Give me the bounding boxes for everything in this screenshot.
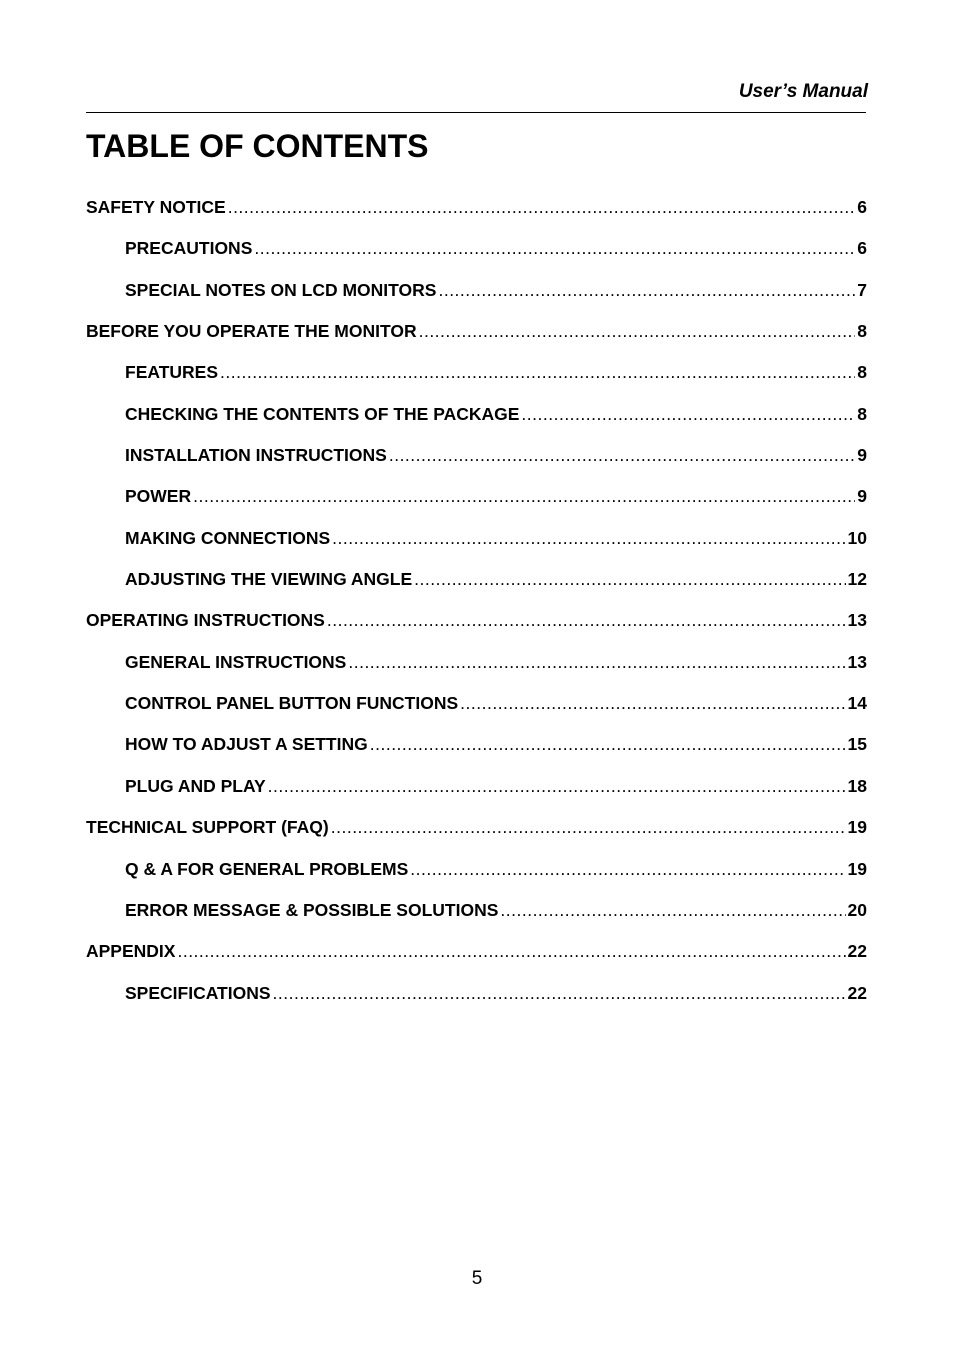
toc-entry-page: 15 xyxy=(847,734,867,755)
toc-entry-label: MAKING CONNECTIONS xyxy=(125,527,331,548)
toc-entry-operating-instructions[interactable] xyxy=(86,605,867,646)
toc-entry-installation[interactable] xyxy=(86,440,867,481)
dot-leader xyxy=(389,440,855,470)
toc-entry-label: BEFORE YOU OPERATE THE MONITOR xyxy=(86,321,417,342)
toc-entry-page: 7 xyxy=(857,279,867,300)
toc-entry-special-notes[interactable] xyxy=(86,275,867,316)
dot-leader xyxy=(410,854,845,884)
toc-entry-viewing-angle[interactable] xyxy=(86,564,867,605)
toc-entry-making-connections[interactable] xyxy=(86,523,867,564)
toc-entry-label: SPECIAL NOTES ON LCD MONITORS xyxy=(125,279,437,300)
dot-leader xyxy=(370,729,846,759)
toc-entry-page: 19 xyxy=(847,817,867,838)
dot-leader xyxy=(228,192,856,222)
toc-entry-general-instructions[interactable] xyxy=(86,647,867,688)
toc-entry-page: 6 xyxy=(857,197,867,217)
dot-leader xyxy=(220,357,855,387)
toc-entry-page: 9 xyxy=(857,486,867,507)
toc-entry-page: 8 xyxy=(857,321,867,342)
toc-entry-page: 22 xyxy=(847,982,867,1003)
toc-entry-control-panel[interactable] xyxy=(86,688,867,729)
toc-entry-page: 9 xyxy=(857,445,867,466)
toc-entry-checking-contents[interactable] xyxy=(86,399,867,440)
page-title: TABLE OF CONTENTS xyxy=(86,128,429,164)
toc-entry-page: 22 xyxy=(847,941,867,962)
toc-entry-page: 8 xyxy=(857,403,867,424)
dot-leader xyxy=(332,523,845,553)
dot-leader xyxy=(521,399,855,429)
page-number: 5 xyxy=(471,1268,483,1289)
toc-entry-page: 8 xyxy=(857,362,867,383)
toc-entry-power[interactable] xyxy=(86,481,867,522)
toc-entry-adjust-setting[interactable] xyxy=(86,729,867,770)
toc-entry-page: 18 xyxy=(847,775,867,796)
header-divider xyxy=(86,112,866,113)
toc-entry-page: 13 xyxy=(847,610,867,631)
dot-leader xyxy=(254,233,855,263)
toc-entry-before-you-operate[interactable] xyxy=(86,316,867,357)
toc-entry-label: SAFETY NOTICE xyxy=(86,197,226,217)
toc-entry-page: 19 xyxy=(847,858,867,879)
dot-leader xyxy=(177,936,845,966)
toc-entry-label: HOW TO ADJUST A SETTING xyxy=(125,734,368,755)
dot-leader xyxy=(327,605,846,635)
toc-entry-label: PRECAUTIONS xyxy=(125,238,253,259)
toc-entry-specifications[interactable] xyxy=(86,978,867,1019)
dot-leader xyxy=(348,647,845,677)
toc-entry-page: 6 xyxy=(857,238,867,259)
dot-leader xyxy=(438,275,855,305)
dot-leader xyxy=(414,564,845,594)
toc-entry-label: SPECIFICATIONS xyxy=(125,982,271,1003)
toc-entry-page: 14 xyxy=(847,693,867,714)
toc-entry-label: CHECKING THE CONTENTS OF THE PACKAGE xyxy=(125,403,520,424)
running-header: User’s Manual xyxy=(738,81,868,102)
toc-entry-error-messages[interactable] xyxy=(86,895,867,936)
toc-entry-plug-and-play[interactable] xyxy=(86,771,867,812)
dot-leader xyxy=(193,481,855,511)
toc-entry-label: FEATURES xyxy=(125,362,219,383)
toc-entry-page: 20 xyxy=(847,899,867,920)
dot-leader xyxy=(331,812,846,842)
dot-leader xyxy=(268,771,846,801)
toc-entry-label: ERROR MESSAGE & POSSIBLE SOLUTIONS xyxy=(125,899,499,920)
table-of-contents xyxy=(86,192,867,1019)
toc-entry-safety-notice[interactable] xyxy=(86,192,867,233)
toc-entry-technical-support[interactable] xyxy=(86,812,867,853)
toc-entry-page: 10 xyxy=(847,527,867,548)
dot-leader xyxy=(500,895,845,925)
toc-entry-label: Q & A FOR GENERAL PROBLEMS xyxy=(125,858,409,879)
toc-entry-label: OPERATING INSTRUCTIONS xyxy=(86,610,325,631)
toc-entry-appendix[interactable] xyxy=(86,936,867,977)
dot-leader xyxy=(273,978,846,1008)
dot-leader xyxy=(419,316,856,346)
toc-entry-page: 12 xyxy=(847,569,867,590)
toc-entry-label: ADJUSTING THE VIEWING ANGLE xyxy=(125,569,413,590)
toc-entry-label: PLUG AND PLAY xyxy=(125,775,266,796)
toc-entry-label: POWER xyxy=(125,486,192,507)
toc-entry-label: CONTROL PANEL BUTTON FUNCTIONS xyxy=(125,693,459,714)
toc-entry-label: APPENDIX xyxy=(86,941,176,962)
toc-entry-precautions[interactable] xyxy=(86,233,867,274)
toc-entry-label: INSTALLATION INSTRUCTIONS xyxy=(125,445,387,466)
toc-entry-qa-general-problems[interactable] xyxy=(86,854,867,895)
dot-leader xyxy=(460,688,845,718)
toc-entry-features[interactable] xyxy=(86,357,867,398)
toc-entry-page: 13 xyxy=(847,651,867,672)
toc-entry-label: GENERAL INSTRUCTIONS xyxy=(125,651,347,672)
toc-entry-label: TECHNICAL SUPPORT (FAQ) xyxy=(86,817,329,838)
